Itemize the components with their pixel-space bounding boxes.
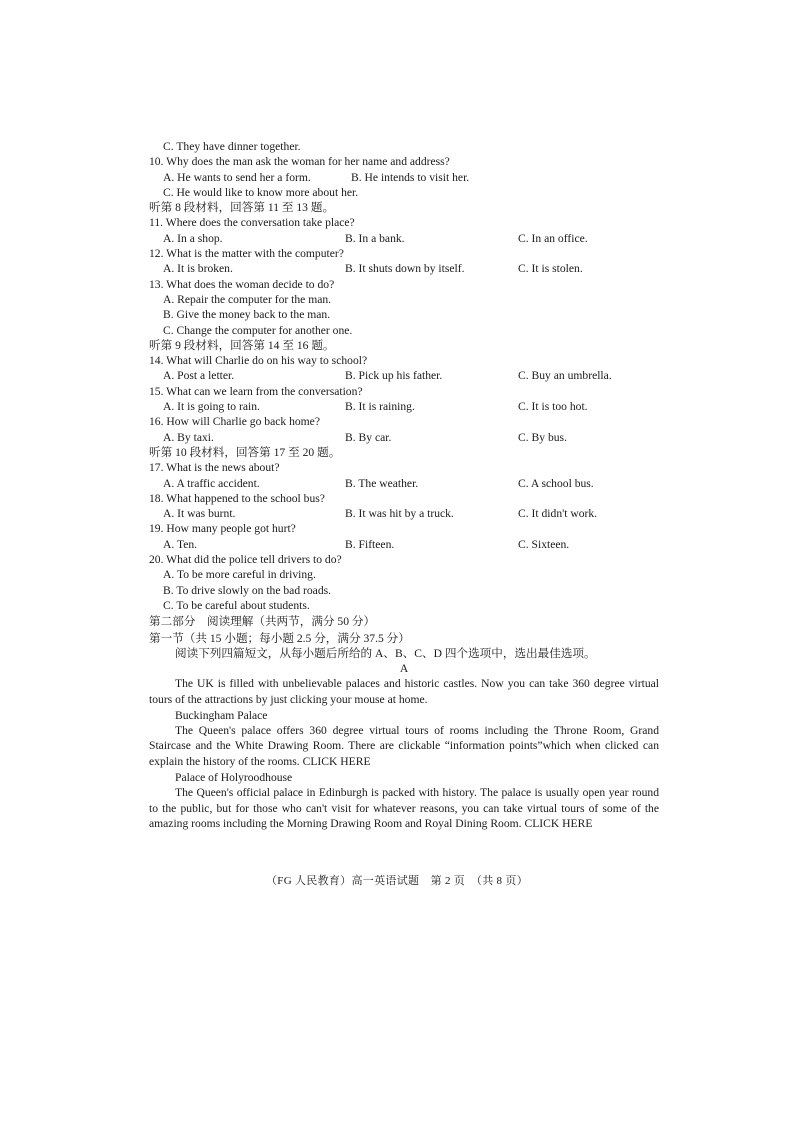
q16-options [149,430,659,445]
q15-stem: 15. What can we learn from the conversation? [149,384,363,398]
q17-options [149,476,659,491]
q20-stem: 20. What did the police tell drivers to do? [149,553,342,567]
q12-option-b: B. It shuts down by itself. [345,262,465,276]
q19-option-b: B. Fifteen. [345,537,395,551]
q20-option-a: A. To be more careful in driving. [163,568,316,582]
q12-stem: 12. What is the matter with the computer? [149,247,344,261]
page-footer: （FG 人民教育）高一英语试题 第 2 页 （共 8 页） [265,875,528,887]
q15-options [149,399,659,414]
q12-option-c: C. It is stolen. [518,262,583,276]
q18-stem: 18. What happened to the school bus? [149,491,325,505]
q16-option-c: C. By bus. [518,430,567,444]
q19-option-c: C. Sixteen. [518,537,570,551]
q16-option-b: B. By car. [345,430,392,444]
q15-option-c: C. It is too hot. [518,400,588,414]
q13-stem: 13. What does the woman decide to do? [149,277,335,291]
paragraph-buckingham: The Queen's palace offers 360 degree virtual tours of rooms including the Throne Room, Grand Staircase and the White Drawing Room. There are clickable “information points”which when clicked can explain the history of the rooms. CLICK HERE [149,723,659,769]
part-2-title: 第二部分 阅读理解（共两节，满分 50 分） [149,615,376,629]
q9-option-c: C. They have dinner together. [163,140,301,153]
q14-option-a: A. Post a letter. [163,369,235,383]
q12-options [149,261,659,276]
q12-option-a: A. It is broken. [163,262,233,276]
q18-option-c: C. It didn't work. [518,507,598,521]
q10-option-b: B. He intends to visit her. [351,170,470,184]
q17-option-c: C. A school bus. [518,476,594,490]
section-9-heading: 听第 9 段材料，回答第 14 至 16 题。 [149,338,335,352]
section-10-heading: 听第 10 段材料，回答第 17 至 20 题。 [149,445,341,459]
q17-stem: 17. What is the news about? [149,461,280,475]
q11-option-a: A. In a shop. [163,231,223,245]
q15-option-b: B. It is raining. [345,400,415,414]
q13-option-a: A. Repair the computer for the man. [163,292,332,306]
q14-option-c: C. Buy an umbrella. [518,369,612,383]
page-content [149,139,659,832]
reading-instructions: 阅读下列四篇短文，从每小题后所给的 A、B、C、D 四个选项中，选出最佳选项。 [175,646,596,660]
q10-stem: 10. Why does the man ask the woman for her name and address? [149,155,450,169]
q19-options [149,537,659,552]
q13-option-c: C. Change the computer for another one. [163,323,353,337]
q17-option-b: B. The weather. [345,476,419,490]
q18-option-a: A. It was burnt. [163,507,236,521]
q10-option-c: C. He would like to know more about her. [163,185,359,199]
section-8-heading: 听第 8 段材料，回答第 11 至 13 题。 [149,201,335,215]
passage-label: A [399,662,409,676]
section-1-title: 第一节（共 15 小题；每小题 2.5 分，满分 37.5 分） [149,631,410,645]
q18-option-b: B. It was hit by a truck. [345,507,454,521]
q11-stem: 11. Where does the conversation take place? [149,216,355,230]
q13-option-b: B. Give the money back to the man. [163,308,331,322]
heading-buckingham-palace: Buckingham Palace [175,708,268,722]
q19-stem: 19. How many people got hurt? [149,522,296,536]
paragraph-holyroodhouse: The Queen's official palace in Edinburgh is packed with history. The palace is usually open year round to the public, but for those who can't visit for whatever reasons, you can take virtual tours of some of the amazing rooms including the Morning Drawing Room and Royal Dining Room. CLICK HERE [149,785,659,831]
q18-options [149,506,659,521]
q20-option-b: B. To drive slowly on the bad roads. [163,583,332,597]
q10-option-a: A. He wants to send her a form. [163,170,311,184]
q15-option-a: A. It is going to rain. [163,400,260,414]
q19-option-a: A. Ten. [163,537,198,551]
q14-option-b: B. Pick up his father. [345,369,443,383]
passage-intro: The UK is filled with unbelievable palaces and historic castles. Now you can take 360 degree virtual tours of the attractions by just clicking your mouse at home. [149,677,659,706]
q11-options [149,231,659,246]
q17-option-a: A. A traffic accident. [163,476,260,490]
q14-options [149,368,659,383]
q20-option-c: C. To be careful about students. [163,598,310,612]
q10-options-ab [149,170,659,185]
heading-holyroodhouse: Palace of Holyroodhouse [175,770,293,784]
q11-option-c: C. In an office. [518,231,588,245]
q14-stem: 14. What will Charlie do on his way to school? [149,354,368,368]
q16-option-a: A. By taxi. [163,430,214,444]
q16-stem: 16. How will Charlie go back home? [149,415,320,429]
q11-option-b: B. In a bank. [345,231,405,245]
